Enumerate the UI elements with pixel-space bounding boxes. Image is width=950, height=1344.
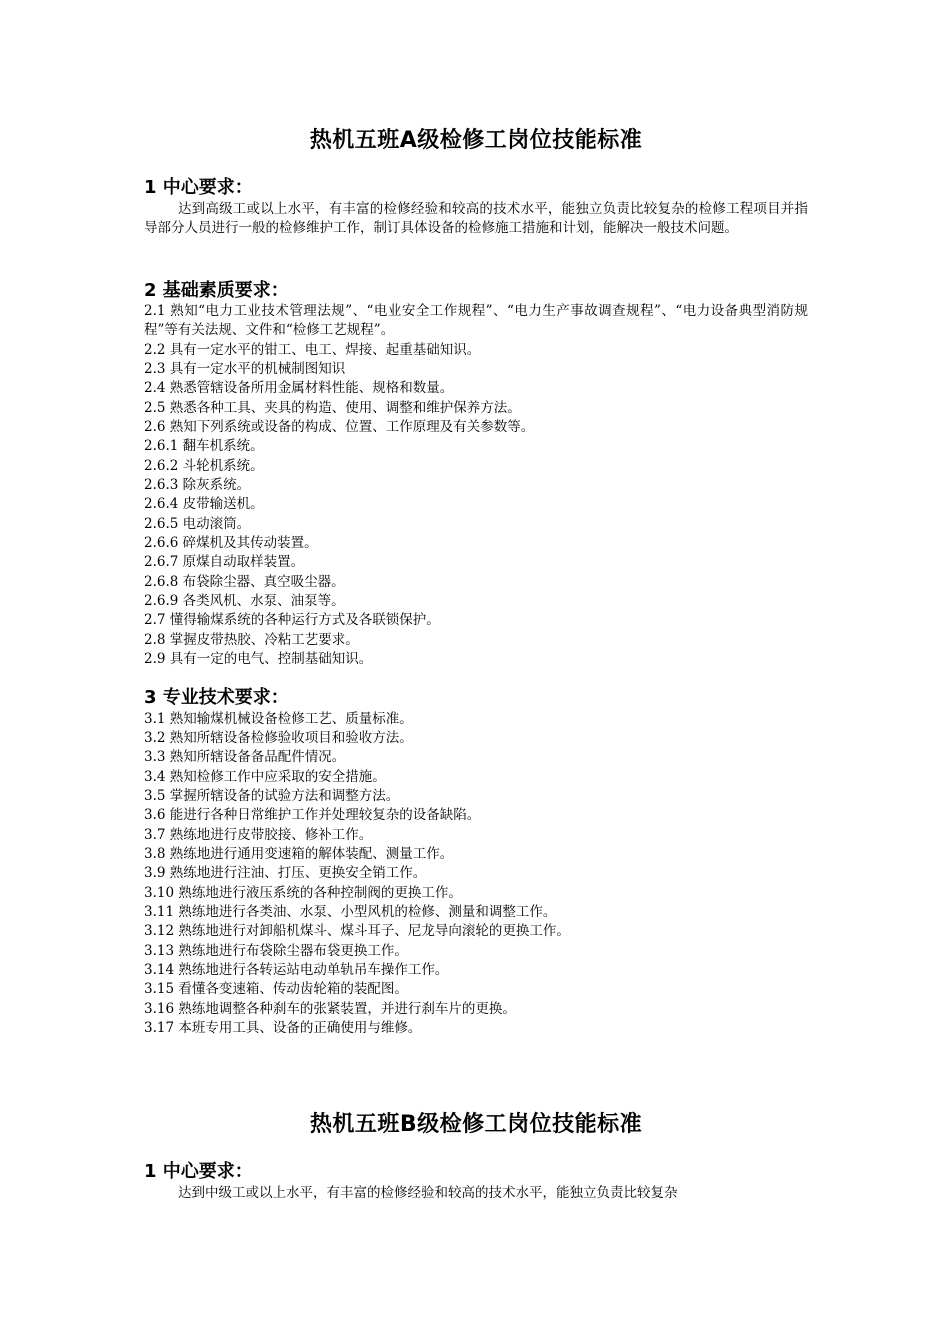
tech-item: 3.1 熟知输煤机械设备检修工艺、质量标准。 [144, 711, 413, 727]
basic-item: 2.6.5 电动滚筒。 [144, 516, 251, 532]
basic-item: 2.6.7 原煤自动取样装置。 [144, 554, 305, 570]
basic-item: 2.6 熟知下列系统或设备的构成、位置、工作原理及有关参数等。 [144, 419, 535, 435]
section-a-tech-heading: 3 专业技术要求： [144, 687, 289, 708]
tech-item: 3.14 熟练地进行各转运站电动单轨吊车操作工作。 [144, 962, 449, 978]
tech-item: 3.10 熟练地进行液压系统的各种控制阀的更换工作。 [144, 885, 462, 901]
section-b-central-heading: 1 中心要求： [144, 1161, 253, 1182]
basic-item: 2.4 熟悉管辖设备所用金属材料性能、规格和数量。 [144, 380, 454, 396]
tech-item: 3.5 掌握所辖设备的试验方法和调整方法。 [144, 788, 400, 804]
basic-item: 2.6.1 翻车机系统。 [144, 438, 264, 454]
tech-item: 3.13 熟练地进行布袋除尘器布袋更换工作。 [144, 943, 408, 959]
section-b-central-text: 达到中级工或以上水平，有丰富的检修经验和较高的技术水平，能独立负责比较复杂 [178, 1185, 678, 1201]
basic-item: 2.7 懂得输煤系统的各种运行方式及各联锁保护。 [144, 612, 440, 628]
basic-item: 2.6.4 皮带输送机。 [144, 496, 264, 512]
tech-item: 3.8 熟练地进行通用变速箱的解体装配、测量工作。 [144, 846, 454, 862]
basic-item: 2.5 熟悉各种工具、夹具的构造、使用、调整和维护保养方法。 [144, 400, 521, 416]
section-a-central-text: 达到高级工或以上水平，有丰富的检修经验和较高的技术水平，能独立负责比较复杂的检修工程项目并指导部分人员进行一般的检修维护工作，制订具体设备的检修施工措施和计划，能解决一般技术问题。 [144, 201, 808, 237]
basic-item: 2.3 具有一定水平的机械制图知识 [144, 361, 346, 377]
basic-item: 2.9 具有一定的电气、控制基础知识。 [144, 651, 373, 667]
basic-item: 2.6.6 碎煤机及其传动装置。 [144, 535, 318, 551]
basic-item: 2.8 掌握皮带热胶、冷粘工艺要求。 [144, 632, 359, 648]
basic-item: 2.6.8 布袋除尘器、真空吸尘器。 [144, 574, 345, 590]
tech-item: 3.2 熟知所辖设备检修验收项目和验收方法。 [144, 730, 413, 746]
basic-item: 2.1 熟知“电力工业技术管理法规”、“电业安全工作规程”、“电力生产事故调查规程”、“电力设备典型消防规程”等有关法规、文件和“检修工艺规程”。 [144, 303, 808, 339]
tech-item: 3.15 看懂各变速箱、传动齿轮箱的装配图。 [144, 981, 408, 997]
basic-item: 2.6.2 斗轮机系统。 [144, 458, 264, 474]
section-a-central-heading: 1 中心要求： [144, 177, 253, 198]
tech-item: 3.11 熟练地进行各类油、水泵、小型风机的检修、测量和调整工作。 [144, 904, 557, 920]
section-a-title: 热机五班A级检修工岗位技能标准 [309, 128, 643, 153]
tech-item: 3.16 熟练地调整各种刹车的张紧装置，并进行刹车片的更换。 [144, 1001, 516, 1017]
tech-item: 3.7 熟练地进行皮带胶接、修补工作。 [144, 827, 373, 843]
tech-item: 3.12 熟练地进行对卸船机煤斗、煤斗耳子、尼龙导向滚轮的更换工作。 [144, 923, 570, 939]
section-b-title: 热机五班B级检修工岗位技能标准 [309, 1112, 643, 1137]
tech-item: 3.3 熟知所辖设备备品配件情况。 [144, 749, 346, 765]
tech-item: 3.9 熟练地进行注油、打压、更换安全销工作。 [144, 865, 427, 881]
tech-item: 3.4 熟知检修工作中应采取的安全措施。 [144, 769, 386, 785]
tech-item: 3.17 本班专用工具、设备的正确使用与维修。 [144, 1020, 422, 1036]
tech-item: 3.6 能进行各种日常维护工作并处理较复杂的设备缺陷。 [144, 807, 481, 823]
basic-item: 2.6.3 除灰系统。 [144, 477, 251, 493]
section-a-basic-heading: 2 基础素质要求： [144, 280, 289, 301]
basic-item: 2.2 具有一定水平的钳工、电工、焊接、起重基础知识。 [144, 342, 481, 358]
basic-item: 2.6.9 各类风机、水泵、油泵等。 [144, 593, 345, 609]
